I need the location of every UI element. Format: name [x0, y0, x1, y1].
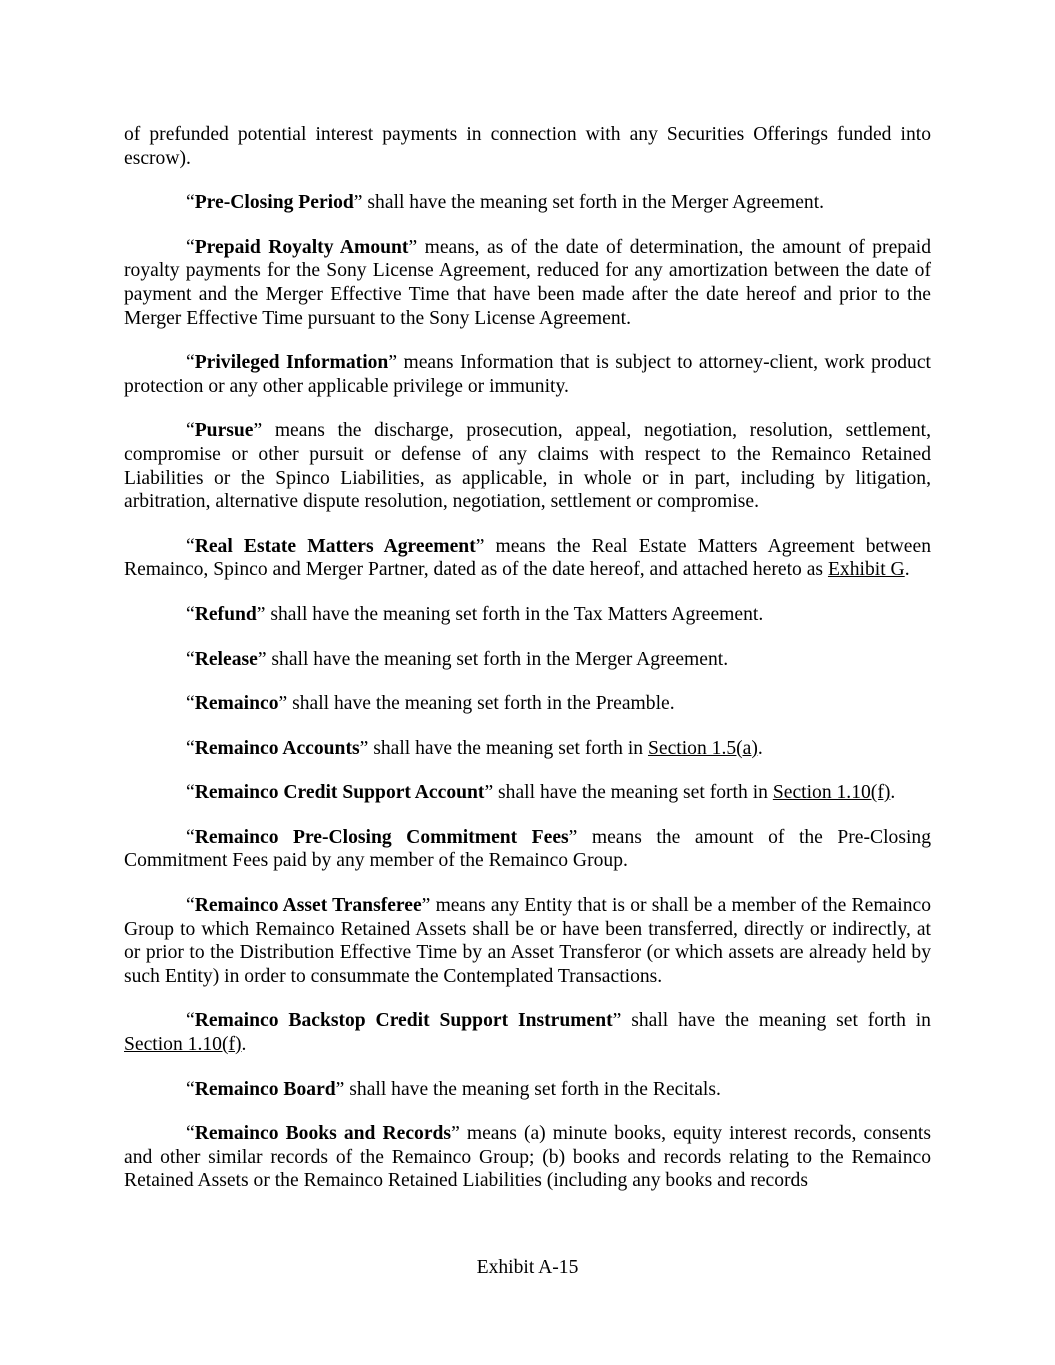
- definition-refund: “Refund” shall have the meaning set forth in the Tax Matters Agreement.: [186, 603, 764, 625]
- defined-term: Remainco Pre-Closing Commitment Fees: [194, 826, 569, 848]
- defined-term: Remainco Backstop Credit Support Instrument: [194, 1010, 613, 1032]
- defined-term: Privileged Information: [194, 352, 389, 374]
- definition-remainco-books-and-records: “Remainco Books and Records” means (a) minute books, equity interest records, consents and other similar records of the Remainco Group; (b) books and records relating to the Remainco Retained Assets or the Remainco Retained Liabilities (including any books and records: [124, 1123, 931, 1192]
- defined-term: Pursue: [194, 420, 254, 442]
- cross-reference-link[interactable]: Section 1.10(f): [772, 782, 891, 804]
- definition-remainco-credit-support-account: “Remainco Credit Support Account” shall have the meaning set forth in Section 1.10(f).: [186, 782, 896, 804]
- continuation-paragraph: of prefunded potential interest payments in connection with any Securities Offerings funded into escrow).: [124, 124, 931, 169]
- definition-remainco-asset-transferee: “Remainco Asset Transferee” means any Entity that is or shall be a member of the Remainco Group to which Remainco Retained Assets shall be or have been transferred, directly or indirectly, at or prior to the Distribution Effective Time by an Asset Transferor (or which assets are already held by such Entity) in order to consummate the Contemplated Transactions.: [124, 895, 931, 987]
- definition-release: “Release” shall have the meaning set forth in the Merger Agreement.: [186, 648, 729, 670]
- definition-remainco-pre-closing-commitment-fees: “Remainco Pre-Closing Commitment Fees” means the amount of the Pre-Closing Commitment Fees paid by any member of the Remainco Group.: [124, 826, 931, 872]
- defined-term: Remainco: [194, 693, 279, 715]
- definition-remainco-accounts: “Remainco Accounts” shall have the meaning set forth in Section 1.5(a).: [186, 737, 763, 759]
- document-body: [124, 123, 931, 1214]
- defined-term: Remainco Board: [194, 1078, 336, 1100]
- definition-remainco-backstop-credit-support-instrument: “Remainco Backstop Credit Support Instrument” shall have the meaning set forth in Section 1.10(f).: [124, 1010, 931, 1056]
- definition-remainco-board: “Remainco Board” shall have the meaning set forth in the Recitals.: [186, 1078, 721, 1100]
- cross-reference-link[interactable]: Exhibit G: [827, 559, 905, 581]
- cross-reference-link[interactable]: Section 1.5(a): [648, 737, 758, 759]
- definition-remainco: “Remainco” shall have the meaning set forth in the Preamble.: [186, 693, 675, 715]
- defined-term: Release: [194, 648, 258, 670]
- page-footer: Exhibit A-15: [476, 1257, 579, 1278]
- defined-term: Remainco Asset Transferee: [194, 895, 422, 917]
- defined-term: Remainco Accounts: [194, 737, 360, 759]
- definition-privileged-information: “Privileged Information” means Information that is subject to attorney-client, work product protection or any other applicable privilege or immunity.: [124, 352, 931, 397]
- defined-term: Real Estate Matters Agreement: [194, 535, 476, 557]
- definition-pursue: “Pursue” means the discharge, prosecution, appeal, negotiation, resolution, settlement, compromise or other pursuit or defense of any claims with respect to the Remainco Retained Liabilities or the Spinco Liabilities, as applicable, in whole or in part, including by litigation, arbitration, alternative dispute resolution, negotiation, settlement or compromise.: [124, 420, 931, 513]
- cross-reference-link[interactable]: Section 1.10(f): [124, 1034, 242, 1056]
- definition-pre-closing-period: “Pre-Closing Period” shall have the meaning set forth in the Merger Agreement.: [186, 192, 825, 214]
- defined-term: Remainco Books and Records: [194, 1123, 452, 1145]
- defined-term: Remainco Credit Support Account: [194, 782, 485, 804]
- definition-real-estate-matters-agreement: “Real Estate Matters Agreement” means the Real Estate Matters Agreement between Remainco, Spinco and Merger Partner, dated as of the date hereof, and attached hereto as Exhibit G.: [124, 535, 931, 581]
- defined-term: Pre-Closing Period: [194, 192, 354, 214]
- defined-term: Prepaid Royalty Amount: [194, 236, 409, 258]
- definition-prepaid-royalty-amount: “Prepaid Royalty Amount” means, as of the date of determination, the amount of prepaid royalty payments for the Sony License Agreement, reduced for any amortization between the date of payment and the Merger Effective Time that have been made after the date hereof and prior to the Merger Effective Time pursuant to the Sony License Agreement.: [124, 236, 931, 329]
- defined-term: Refund: [194, 603, 257, 625]
